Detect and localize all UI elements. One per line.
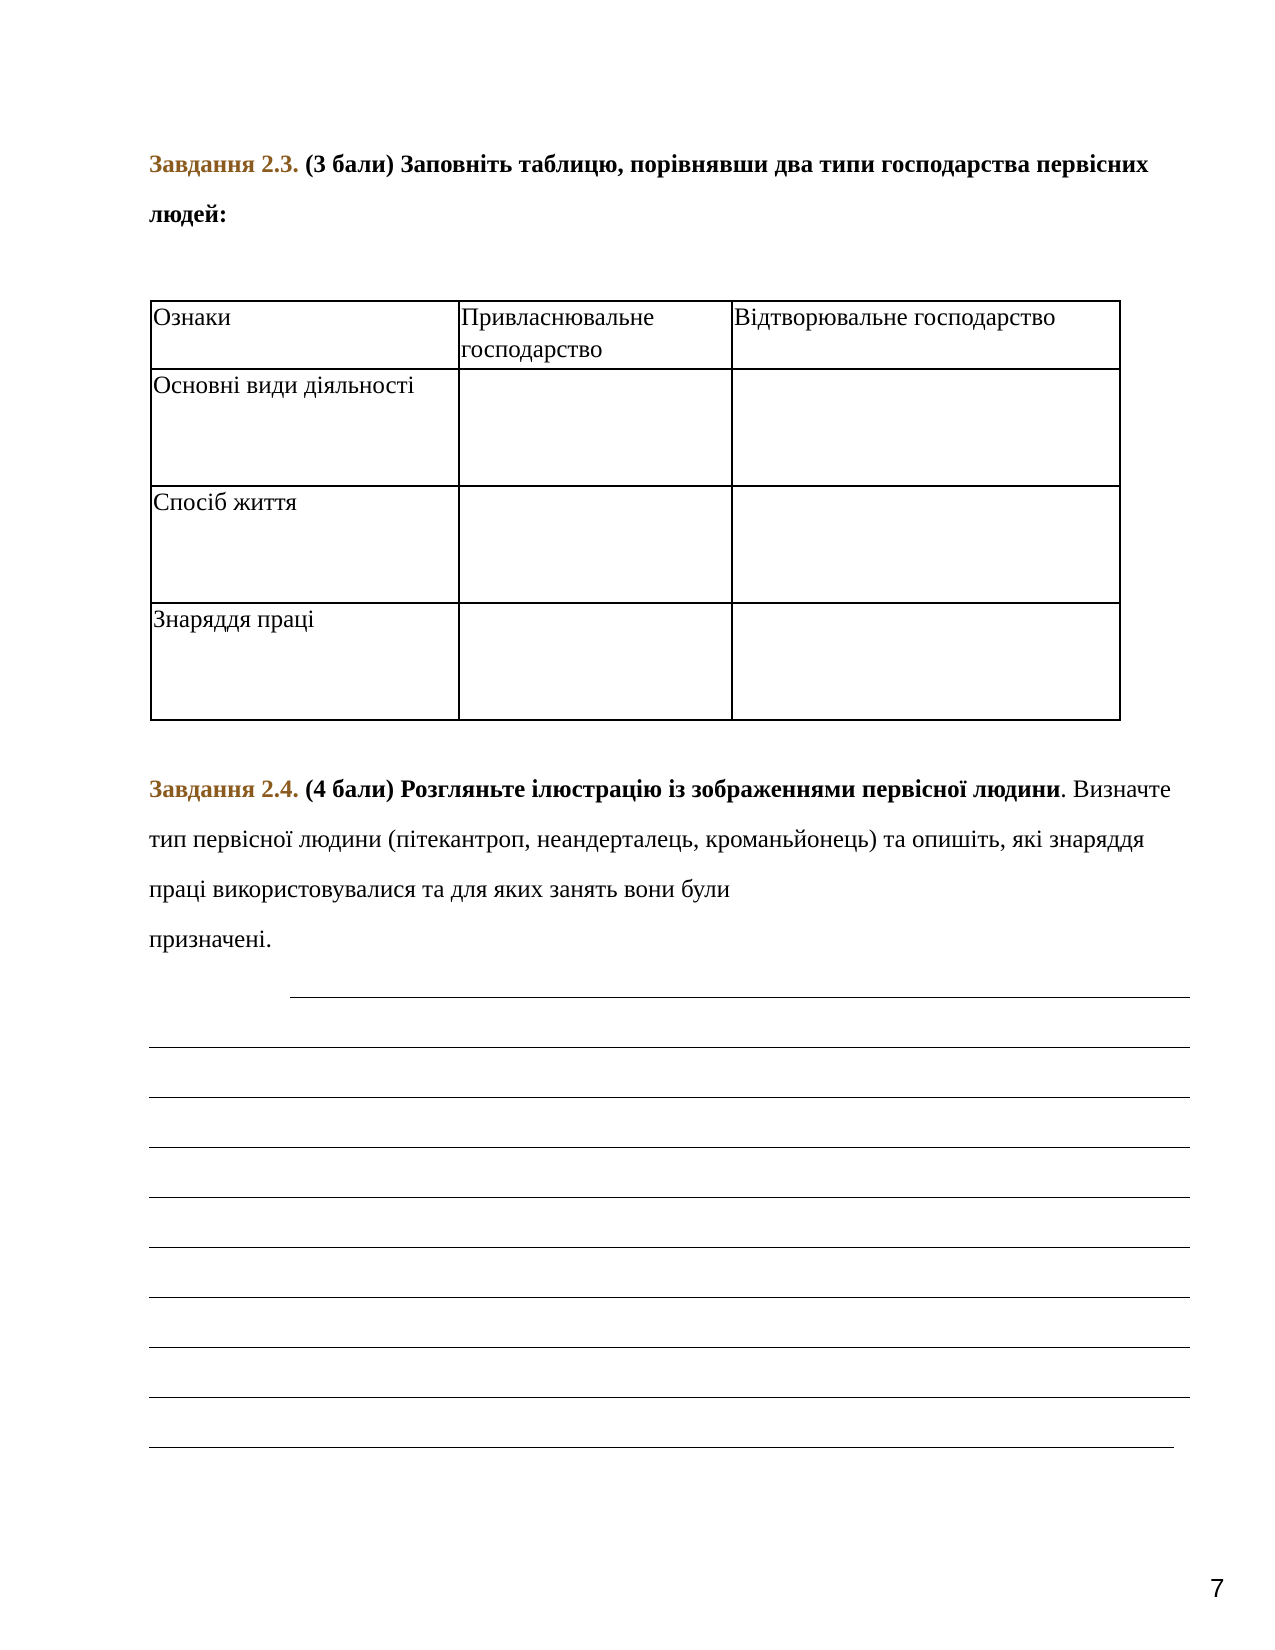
row-label-cell: Спосіб життя bbox=[151, 486, 459, 603]
task-2-3-id: Завдання 2.3. bbox=[149, 151, 299, 178]
answer-line[interactable] bbox=[149, 1297, 1190, 1298]
header-cell-features: Ознаки bbox=[151, 301, 459, 369]
answer-line[interactable] bbox=[149, 1197, 1190, 1198]
answer-cell[interactable] bbox=[459, 369, 732, 486]
answer-line[interactable] bbox=[149, 1047, 1190, 1048]
table-row bbox=[151, 486, 1120, 603]
task-2-4-text: . Визначте тип первісної людини (пітекантроп, неандерталець, кроманьйонець) та опишіть, які знаряддя праці використовувалися та для яких занять вони були bbox=[149, 776, 1171, 903]
answer-cell[interactable] bbox=[459, 603, 732, 720]
page-number: 7 bbox=[1210, 1573, 1225, 1603]
task-2-4-id: Завдання 2.4. bbox=[149, 776, 299, 803]
answer-line[interactable] bbox=[149, 1397, 1190, 1398]
table-row bbox=[151, 369, 1120, 486]
header-cell-producing: Відтворювальне господарство bbox=[732, 301, 1120, 369]
answer-line[interactable] bbox=[149, 1247, 1190, 1248]
answer-cell[interactable] bbox=[732, 486, 1120, 603]
task-2-3-heading bbox=[149, 140, 1189, 240]
answer-line[interactable] bbox=[149, 1447, 1174, 1448]
task-2-3-text: (3 бали) Заповніть таблицю, порівнявши два типи господарства первісних людей: bbox=[149, 151, 1149, 228]
answer-line[interactable] bbox=[149, 1347, 1190, 1348]
row-label-cell: Знаряддя праці bbox=[151, 603, 459, 720]
answer-line[interactable] bbox=[290, 997, 1190, 998]
comparison-table bbox=[150, 300, 1121, 721]
task-2-4-paragraph bbox=[149, 765, 1189, 965]
table-header-row bbox=[151, 301, 1120, 369]
header-cell-appropriating: Привласнювальне господарство bbox=[459, 301, 732, 369]
answer-cell[interactable] bbox=[459, 486, 732, 603]
table-row bbox=[151, 603, 1120, 720]
answer-line[interactable] bbox=[149, 1147, 1190, 1148]
task-2-4-bold-text: (4 бали) Розгляньте ілюстрацію із зображеннями первісної людини bbox=[298, 776, 1061, 803]
answer-cell[interactable] bbox=[732, 603, 1120, 720]
answer-line[interactable] bbox=[149, 1097, 1190, 1098]
row-label-cell: Основні види діяльності bbox=[151, 369, 459, 486]
task-2-4-last-word: призначені. bbox=[149, 926, 272, 953]
answer-cell[interactable] bbox=[732, 369, 1120, 486]
